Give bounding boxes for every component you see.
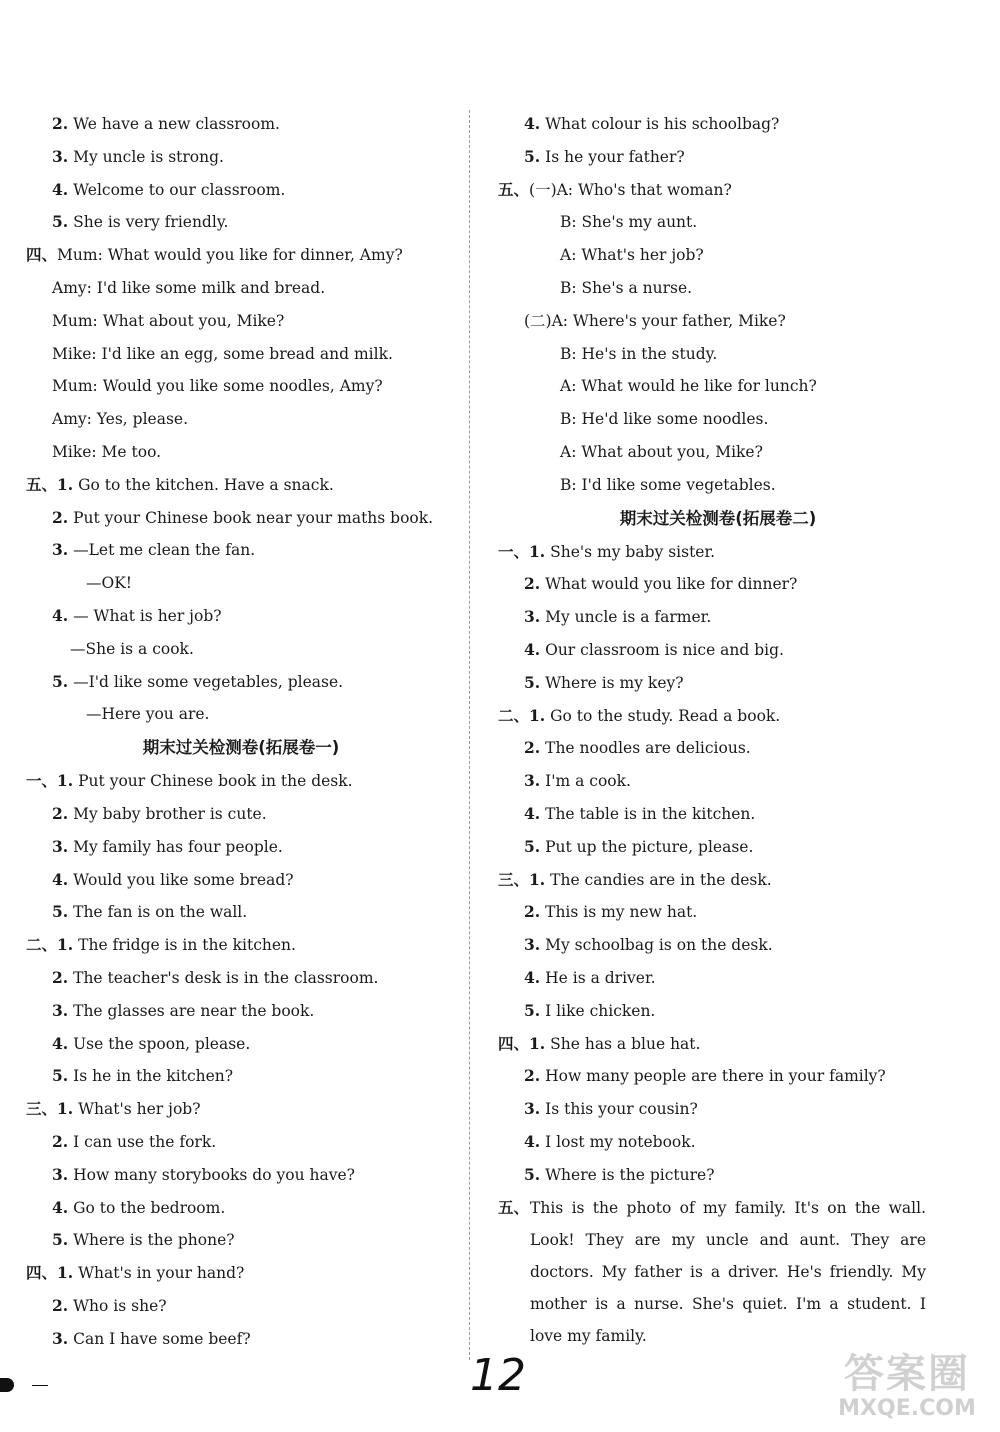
answer-line (26, 600, 456, 633)
answer-text: I can use the fork. (68, 1132, 217, 1151)
page-number: 12 (470, 1350, 526, 1401)
answer-text: My family has four people. (68, 837, 283, 856)
answer-line (498, 634, 938, 667)
answer-text: The glasses are near the book. (68, 1001, 315, 1020)
answer-text: She is very friendly. (68, 213, 229, 232)
answer-text: —Let me clean the fan. (68, 541, 256, 560)
section-label: 三、 (26, 1099, 58, 1119)
answer-line (26, 1159, 456, 1192)
answer-text: (二)A: Where's your father, Mike? (524, 311, 786, 330)
answer-text: B: She's my aunt. (560, 213, 698, 232)
answer-text: The noodles are delicious. (540, 739, 751, 758)
question-number: 5. (524, 1164, 541, 1184)
question-number: 3. (52, 540, 69, 560)
answer-text: Is he your father? (540, 147, 685, 166)
answer-line (26, 141, 456, 174)
question-number: 5. (52, 1230, 69, 1250)
question-number: 5. (52, 212, 69, 232)
answer-line (26, 403, 456, 436)
answer-text: I lost my notebook. (540, 1132, 696, 1151)
final-paragraph (498, 1192, 938, 1353)
answer-line (498, 962, 938, 995)
answer-text: A: What's her job? (560, 246, 704, 265)
question-number: 3. (52, 836, 69, 856)
question-number: 2. (52, 803, 69, 823)
question-number: 5. (524, 836, 541, 856)
answer-text: The fan is on the wall. (68, 903, 248, 922)
question-number: 5. (52, 1066, 69, 1086)
answer-line (26, 1060, 456, 1093)
answer-line (26, 896, 456, 929)
answer-text: Mike: I'd like an egg, some bread and milk. (52, 344, 393, 363)
question-number: 2. (524, 574, 541, 594)
answer-text: How many storybooks do you have? (68, 1165, 355, 1184)
answer-line (26, 272, 456, 305)
answer-text: What would you like for dinner? (540, 575, 798, 594)
section-label: 二、 (498, 705, 530, 725)
right-column (498, 108, 938, 1353)
answer-text: B: She's a nurse. (560, 278, 693, 297)
answer-text: The candies are in the desk. (545, 870, 772, 889)
answer-line (498, 995, 938, 1028)
section-label: 三、 (498, 869, 530, 889)
watermark-logo (822, 1352, 992, 1424)
answer-text: Put up the picture, please. (540, 837, 754, 856)
answer-line (498, 370, 938, 403)
answer-text: Would you like some bread? (68, 870, 294, 889)
answer-line (498, 403, 938, 436)
answer-text: A: What about you, Mike? (560, 442, 763, 461)
answer-text: — What is her job? (68, 606, 222, 625)
left-column (26, 108, 456, 1355)
answer-line (26, 1257, 456, 1290)
answer-line (498, 765, 938, 798)
question-number: 1. (529, 541, 546, 561)
answer-line (498, 536, 938, 569)
question-number: 4. (524, 1131, 541, 1151)
answer-line (26, 436, 456, 469)
question-number: 2. (52, 114, 69, 133)
answer-text: The table is in the kitchen. (540, 804, 756, 823)
answer-line (498, 700, 938, 733)
section-heading: 期末过关检测卷(拓展卷二) (619, 508, 817, 528)
question-number: 2. (52, 967, 69, 987)
question-number: 3. (524, 1099, 541, 1119)
question-number: 4. (524, 803, 541, 823)
question-number: 3. (524, 771, 541, 791)
answer-line (26, 502, 456, 535)
answer-text: Is this your cousin? (540, 1100, 698, 1119)
section-label: 四、 (498, 1033, 530, 1053)
question-number: 4. (52, 1033, 69, 1053)
answer-text: Is he in the kitchen? (68, 1067, 234, 1086)
section-label: 五、 (498, 179, 530, 199)
question-number: 3. (52, 146, 69, 166)
answer-line (26, 1192, 456, 1225)
answer-line (26, 864, 456, 897)
answer-text: Mum: Would you like some noodles, Amy? (52, 377, 383, 396)
question-number: 3. (52, 1164, 69, 1184)
answer-text: B: He'd like some noodles. (560, 410, 769, 429)
answer-line (498, 831, 938, 864)
answer-text: Go to the bedroom. (68, 1198, 226, 1217)
section-heading: 期末过关检测卷(拓展卷一) (142, 738, 340, 758)
answer-line (26, 206, 456, 239)
answer-line (26, 108, 456, 141)
answer-text: I like chicken. (540, 1001, 656, 1020)
answer-line (498, 141, 938, 174)
answer-line (26, 1028, 456, 1061)
question-number: 1. (529, 869, 546, 889)
answer-text: Where is my key? (540, 673, 684, 692)
answer-line (498, 568, 938, 601)
answer-text: What colour is his schoolbag? (540, 115, 780, 133)
question-number: 5. (52, 902, 69, 922)
answer-line (498, 206, 938, 239)
answer-line (498, 469, 938, 502)
answer-line (498, 1093, 938, 1126)
answer-text: We have a new classroom. (68, 115, 280, 133)
answer-line (26, 239, 456, 272)
watermark-url: MXQE.COM (838, 1396, 976, 1421)
question-number: 1. (57, 1263, 74, 1283)
answer-text: This is my new hat. (540, 903, 698, 922)
answer-text: My uncle is strong. (68, 147, 224, 166)
answer-text: B: He's in the study. (560, 344, 718, 363)
answer-line (498, 436, 938, 469)
question-number: 3. (52, 1328, 69, 1348)
final-paragraph-label: 五、 (498, 1197, 530, 1217)
question-number: 5. (524, 146, 541, 166)
answer-text: What's in your hand? (73, 1264, 245, 1283)
question-number: 3. (524, 935, 541, 955)
answer-line (26, 338, 456, 371)
answer-text: A: What would he like for lunch? (560, 377, 817, 396)
answer-line (498, 732, 938, 765)
answer-line (26, 174, 456, 207)
answer-text: (一)A: Who's that woman? (529, 180, 732, 199)
answer-text: Use the spoon, please. (68, 1034, 251, 1053)
answer-text: Amy: I'd like some milk and bread. (52, 278, 326, 297)
question-number: 2. (52, 1131, 69, 1151)
answer-line (26, 567, 456, 600)
question-number: 4. (524, 639, 541, 659)
final-paragraph-text: This is the photo of my family. It's on the wall. Look! They are my uncle and aunt. They are doctors. My father is a driver. He's friendly. My mother is a nurse. She's quiet. I'm a student. I love my family. (530, 1198, 926, 1346)
answer-text: I'm a cook. (540, 772, 631, 791)
answer-line (26, 798, 456, 831)
answer-line (26, 534, 456, 567)
answer-line (498, 929, 938, 962)
question-number: 4. (52, 605, 69, 625)
answer-text: How many people are there in your family? (540, 1067, 886, 1086)
answer-line (498, 174, 938, 207)
answer-text: Amy: Yes, please. (52, 410, 189, 429)
corner-dash (32, 1385, 48, 1386)
answer-line (26, 1224, 456, 1257)
question-number: 2. (52, 1295, 69, 1315)
answer-text: Put your Chinese book in the desk. (73, 772, 353, 791)
answer-text: Mum: What would you like for dinner, Amy? (57, 246, 403, 265)
answer-line (26, 1093, 456, 1126)
answer-line (498, 1060, 938, 1093)
answer-text: B: I'd like some vegetables. (560, 475, 776, 494)
answer-line (26, 831, 456, 864)
answer-line (498, 108, 938, 141)
answer-text: My baby brother is cute. (68, 804, 267, 823)
question-number: 5. (52, 671, 69, 691)
answer-text: She has a blue hat. (545, 1034, 701, 1053)
section-label: 五、 (26, 474, 58, 494)
answer-line (498, 601, 938, 634)
question-number: 5. (524, 1000, 541, 1020)
answer-text: —Here you are. (86, 705, 210, 724)
answer-text: Can I have some beef? (68, 1329, 251, 1348)
question-number: 1. (57, 771, 74, 791)
answer-line (26, 1323, 456, 1356)
answer-line (26, 1126, 456, 1159)
question-number: 3. (524, 607, 541, 627)
answer-text: He is a driver. (540, 968, 656, 987)
answer-line (498, 272, 938, 305)
answer-text: Mum: What about you, Mike? (52, 311, 285, 330)
section-label: 一、 (26, 771, 58, 791)
question-number: 2. (524, 902, 541, 922)
answer-line (26, 962, 456, 995)
answer-text: Where is the phone? (68, 1231, 235, 1250)
answer-text: Mike: Me too. (52, 442, 162, 461)
question-number: 1. (57, 474, 74, 494)
answer-line (26, 698, 456, 731)
answer-text: My schoolbag is on the desk. (540, 936, 773, 955)
answer-line (26, 995, 456, 1028)
corner-mark-icon (0, 1378, 14, 1392)
answer-text: Our classroom is nice and big. (540, 640, 784, 659)
answer-line (26, 633, 456, 666)
answer-text: Welcome to our classroom. (68, 180, 286, 199)
answer-text: Where is the picture? (540, 1165, 715, 1184)
question-number: 5. (524, 672, 541, 692)
answer-line (498, 667, 938, 700)
answer-line (498, 305, 938, 338)
answer-text: Who is she? (68, 1296, 167, 1315)
watermark-title: 答案圈 (844, 1351, 970, 1397)
answer-text: —She is a cook. (70, 639, 194, 658)
answer-line (26, 1290, 456, 1323)
question-number: 4. (52, 179, 69, 199)
section-label: 四、 (26, 1263, 58, 1283)
question-number: 4. (524, 114, 541, 133)
question-number: 4. (52, 869, 69, 889)
answer-text: The teacher's desk is in the classroom. (68, 968, 379, 987)
question-number: 4. (52, 1197, 69, 1217)
section-label: 四、 (26, 245, 58, 265)
answer-line (26, 370, 456, 403)
question-number: 1. (57, 1099, 74, 1119)
answer-text: The fridge is in the kitchen. (73, 936, 296, 955)
answer-text: —I'd like some vegetables, please. (68, 672, 344, 691)
answer-line (498, 1126, 938, 1159)
answer-line (26, 666, 456, 699)
answer-line (498, 1159, 938, 1192)
question-number: 1. (529, 705, 546, 725)
question-number: 4. (524, 967, 541, 987)
answer-text: She's my baby sister. (545, 542, 716, 561)
answer-text: My uncle is a farmer. (540, 608, 712, 627)
question-number: 3. (52, 1000, 69, 1020)
answer-line (26, 765, 456, 798)
answer-text: Go to the study. Read a book. (545, 706, 781, 725)
answer-line (498, 239, 938, 272)
answer-line (26, 305, 456, 338)
question-number: 1. (529, 1033, 546, 1053)
question-number: 1. (57, 935, 74, 955)
answer-text: —OK! (86, 574, 133, 593)
question-number: 2. (52, 507, 69, 527)
answer-line (498, 896, 938, 929)
answer-line (498, 864, 938, 897)
question-number: 2. (524, 1066, 541, 1086)
answer-line (498, 1028, 938, 1061)
answer-text: What's her job? (73, 1100, 201, 1119)
answer-line (498, 338, 938, 371)
question-number: 2. (524, 738, 541, 758)
answer-line (26, 929, 456, 962)
answer-line (26, 469, 456, 502)
right-column-lines (498, 108, 938, 1192)
answer-text: Put your Chinese book near your maths book. (68, 508, 434, 527)
section-label: 一、 (498, 541, 530, 561)
section-label: 二、 (26, 935, 58, 955)
answer-text: Go to the kitchen. Have a snack. (73, 475, 334, 494)
answer-line (498, 798, 938, 831)
column-divider (469, 110, 470, 1360)
